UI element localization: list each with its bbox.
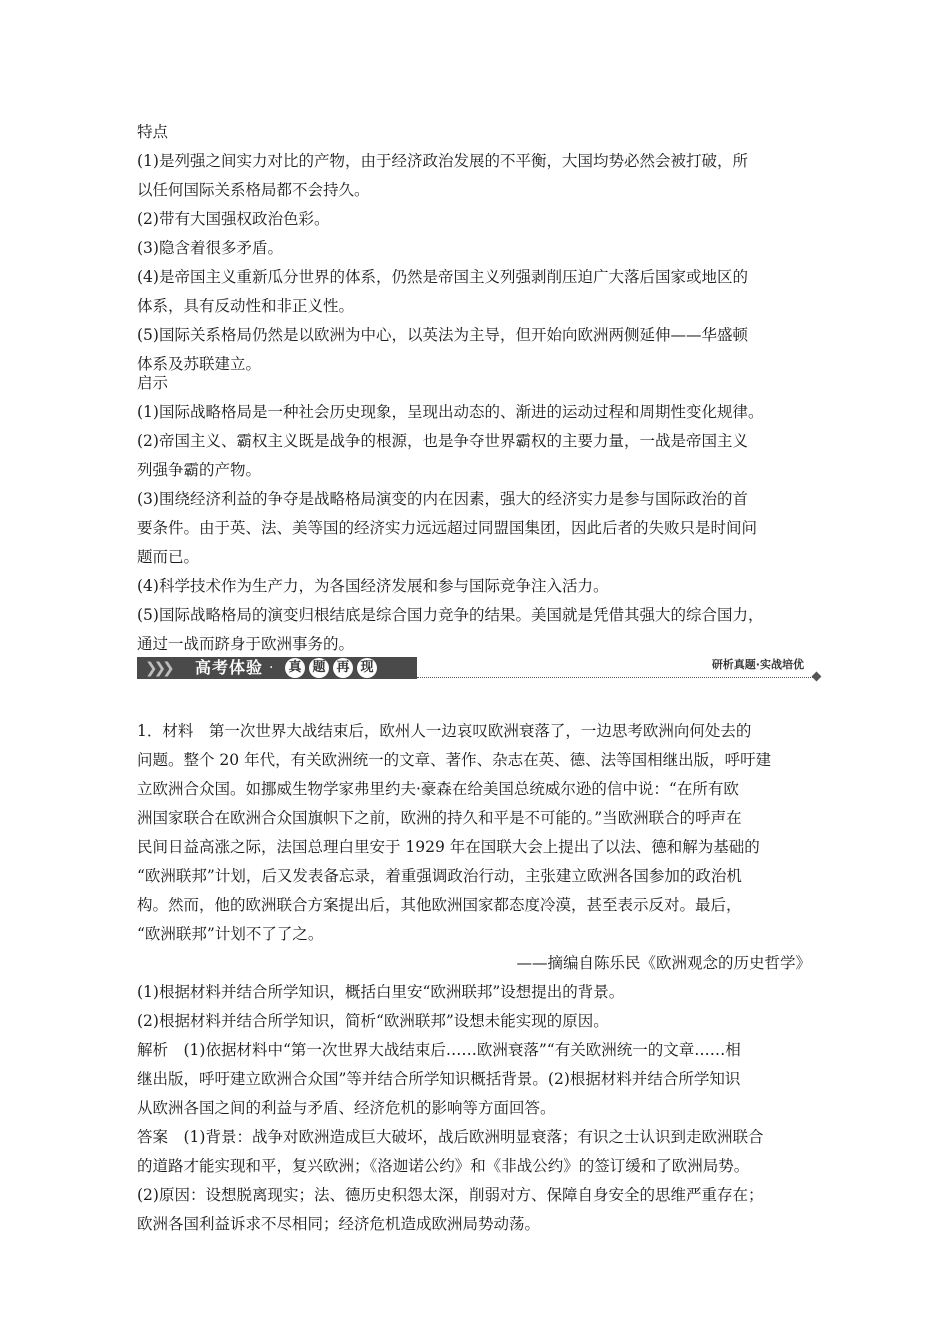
paragraph-line: 列强争霸的产物。 [137,461,262,479]
section-insights [137,369,817,659]
banner-title: 高考体验 [195,658,264,677]
section-banner [137,653,820,683]
sub-question: (1)根据材料并结合所学知识，概括白里安“欧洲联邦”设想提出的背景。 [137,983,625,1001]
analysis-line: 继出版，呼吁建立欧洲合众国”等并结合所学知识概括背景。(2)根据材料并结合所学知识 [137,1070,741,1088]
material-line: “欧洲联邦”计划，后又发表备忘录，着重强调政治行动，主张建立欧洲各国参加的政治机 [137,867,742,885]
section-heading-insights: 启示 [137,374,169,392]
material-line: 洲国家联合在欧洲合众国旗帜下之前，欧洲的持久和平是不可能的。”当欧洲联合的呼声在 [137,809,742,827]
banner-circled-char: 题 [309,658,329,678]
banner-circled-char: 现 [357,658,377,678]
answer-line: 的道路才能实现和平，复兴欧洲；《洛迦诺公约》和《非战公约》的签订缓和了欧洲局势。 [137,1157,750,1175]
banner-separator: · [269,660,274,676]
banner-circled-title [285,657,377,678]
paragraph-line: (4)科学技术作为生产力，为各国经济发展和参与国际竞争注入活力。 [137,577,609,595]
material-line: 构。然而，他的欧洲联合方案提出后，其他欧洲国家都态度冷漠，甚至表示反对。最后， [137,896,742,914]
paragraph-line: (4)是帝国主义重新瓜分世界的体系，仍然是帝国主义列强剥削压迫广大落后国家或地区的 [137,268,748,286]
banner-subtitle: 研析真题·实战培优 [711,658,804,671]
paragraph-line: 体系，具有反动性和非正义性。 [137,297,355,315]
chevron-arrows-icon: ❯❯❯ [145,659,171,677]
analysis-line: 从欧洲各国之间的利益与矛盾、经济危机的影响等方面回答。 [137,1099,556,1117]
paragraph-line: 通过一战而跻身于欧洲事务的。 [137,635,355,653]
paragraph-line: 以任何国际关系格局都不会持久。 [137,181,370,199]
paragraph-line: 体系及苏联建立。 [137,355,262,373]
section-features [137,118,817,379]
paragraph-line: (3)隐含着很多矛盾。 [137,239,283,257]
material-source: ——摘编自陈乐民《欧洲观念的历史哲学》 [516,954,811,972]
material-line: “欧洲联邦”计划不了了之。 [137,925,324,943]
banner-circled-char: 真 [285,658,305,678]
paragraph-line: (5)国际关系格局仍然是以欧洲为中心，以英法为主导，但开始向欧洲两侧延伸——华盛顿 [137,326,748,344]
answer-line: 欧洲各国利益诉求不尽相同；经济危机造成欧洲局势动荡。 [137,1215,541,1233]
material-line: 1．材料 第一次世界大战结束后，欧州人一边哀叹欧洲衰落了，一边思考欧洲向何处去的 [137,722,752,740]
paragraph-line: (2)帝国主义、霸权主义既是战争的根源，也是争夺世界霸权的主要力量，一战是帝国主义 [137,432,748,450]
material-line: 立欧洲合众国。如挪威生物学家弗里约夫·豪森在给美国总统威尔逊的信中说：“在所有欧 [137,780,739,798]
paragraph-line: 题而已。 [137,548,200,566]
paragraph-line: (1)是列强之间实力对比的产物，由于经济政治发展的不平衡，大国均势必然会被打破，所 [137,152,748,170]
paragraph-line: (3)围绕经济利益的争夺是战略格局演变的内在因素，强大的经济实力是参与国际政治的首 [137,490,748,508]
question-material [137,717,817,1239]
material-line: 民间日益高涨之际，法国总理白里安于 1929 年在国联大会上提出了以法、德和解为基础的 [137,838,760,856]
paragraph-line: (2)带有大国强权政治色彩。 [137,210,330,228]
paragraph-line: 要条件。由于英、法、美等国的经济实力远远超过同盟国集团，因此后者的失败只是时间问 [137,519,758,537]
material-line: 问题。整个 20 年代，有关欧洲统一的文章、著作、杂志在英、德、法等国相继出版，呼吁建 [137,751,772,769]
analysis-line: 解析 (1)依据材料中“第一次世界大战结束后……欧洲衰落”“有关欧洲统一的文章……相 [137,1041,741,1059]
answer-line: (2)原因：设想脱离现实；法、德历史积怨太深，削弱对方、保障自身安全的思维严重存在； [137,1186,764,1204]
sub-question: (2)根据材料并结合所学知识，简析“欧洲联邦”设想未能实现的原因。 [137,1012,609,1030]
section-heading-features: 特点 [137,123,169,141]
banner-dotted-rule [417,677,815,678]
diamond-icon [812,672,822,682]
answer-line: 答案 (1)背景：战争对欧洲造成巨大破坏，战后欧洲明显衰落；有识之士认识到走欧洲联合 [137,1128,764,1146]
banner-circled-char: 再 [333,658,353,678]
paragraph-line: (1)国际战略格局是一种社会历史现象，呈现出动态的、渐进的运动过程和周期性变化规律。 [137,403,764,421]
paragraph-line: (5)国际战略格局的演变归根结底是综合国力竞争的结果。美国就是凭借其强大的综合国力， [137,606,764,624]
